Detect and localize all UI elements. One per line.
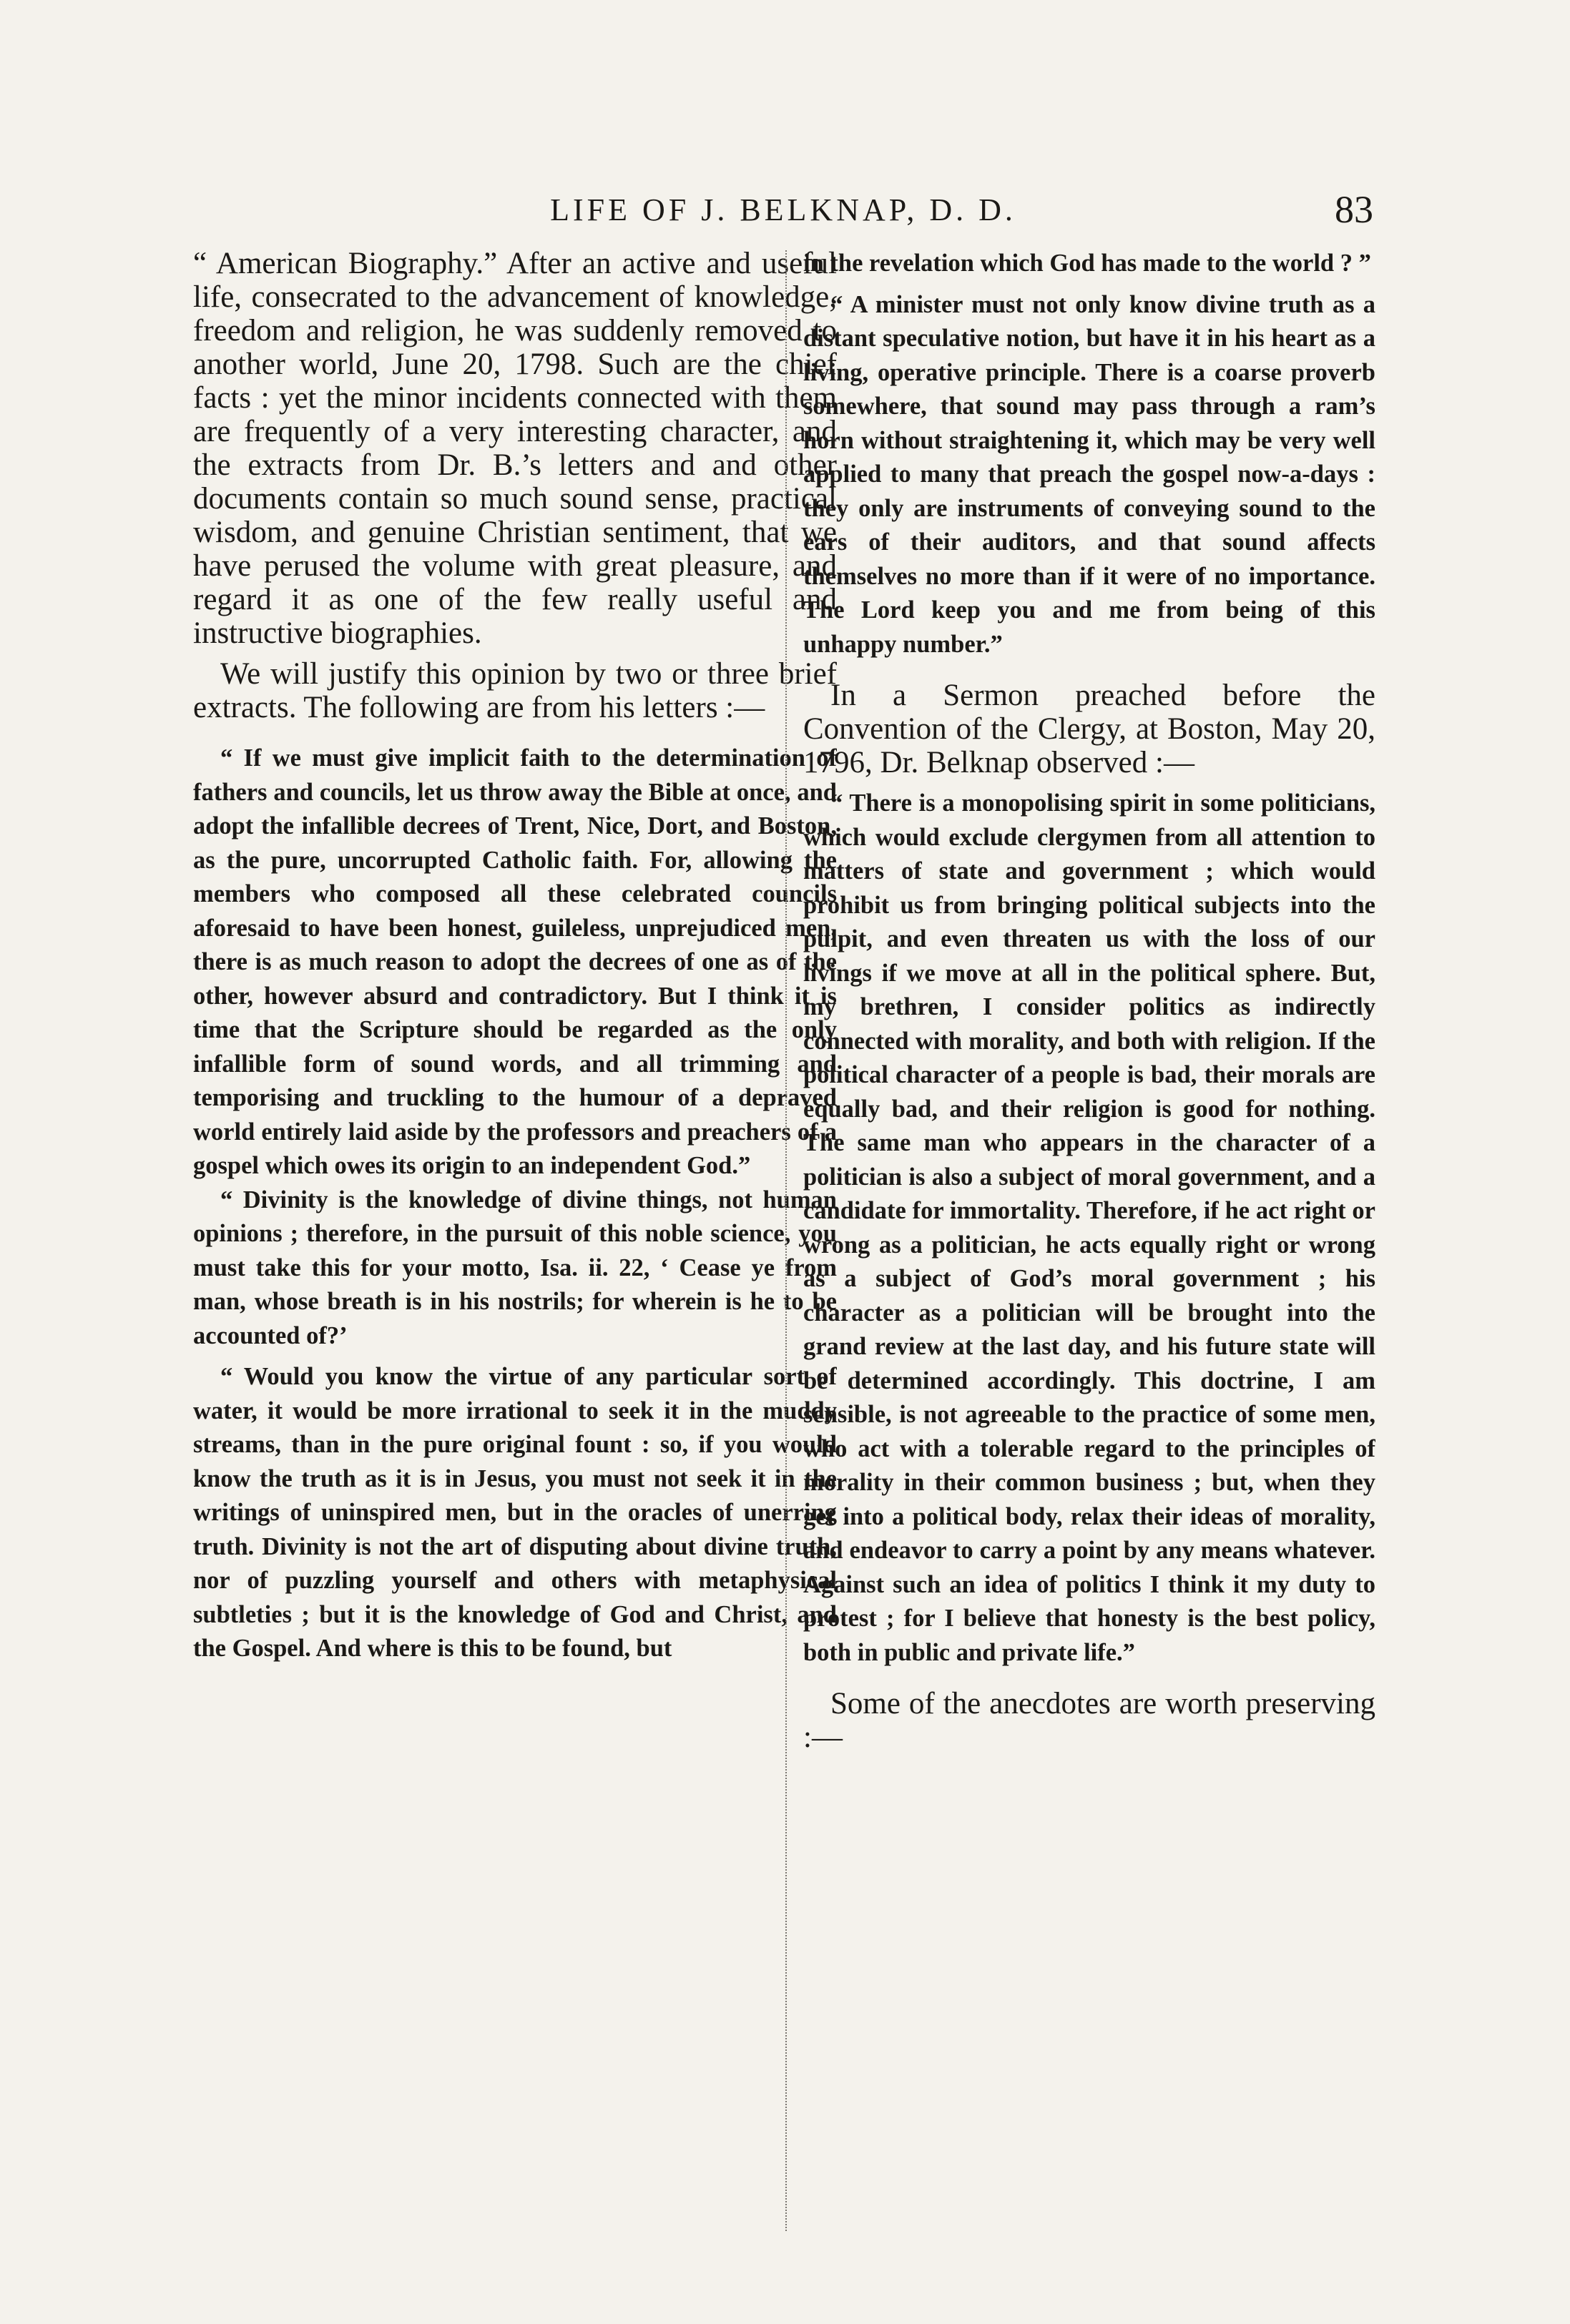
quoted-letter: “ A minister must not only know divine truth as a distant speculative notion, but have it in his heart as a living, operative principle. There is a coarse proverb somewhere, that sound may pass through a ram’s horn without straightening it, which may be very well applied to many that preach the gospel now-a-days : they only are instruments of conveying sound to the ears of their auditors, and that sound affects themselves no more than if it were of no importance. The Lord keep you and me from being of this unhappy number.” <box>803 290 1375 658</box>
quoted-letter: “ If we must give implicit faith to the determination of fathers and councils, let us throw away the Bible at once, and adopt the infallible decrees of Trent, Nice, Dort, and Boston, as the pure, uncorrupted Catholic faith. For, allowing the members who composed all these celebrated councils aforesaid to have been honest, guileless, unprejudiced men, there is as much reason to adopt the decrees of one as of the other, however absurd and contradictory. But I think it is time that the Scripture should be regarded as the only infallible form of sound words, and all trimming and temporising and truckling to the humour of a depraved world entirely laid aside by the professors and preachers of a gospel which owes its origin to an independent God.” <box>193 744 837 1179</box>
body-paragraph: “ American Biography.” After an active and useful life, consecrated to the advancement of knowledge, freedom and religion, he was suddenly removed to another world, June 20, 1798. Such are the chief facts : yet the minor incidents connected with them are frequently of a very interesting character, and the extracts from Dr. B.’s letters and and other documents contain so much sound sense, practical wisdom, and genuine Christian sentiment, that we have perused the volume with great pleasure, and regard it as one of the few really useful and instructive biographies. <box>193 247 837 650</box>
quoted-sermon: “ There is a monopolising spirit in some politicians, which would exclude clergymen from all attention to matters of state and government ; which would prohibit us from bringing political subjects into the pulpit, and even threaten us with the loss of our livings if we move at all in the political sphere. But, my brethren, I consider politics as indirectly connected with morality, and both with religion. If the political character of a people is bad, their morals are equally bad, and their religion is good for nothing. The same man who appears in the character of a politician is also a subject of moral government, and a candidate for immortality. Therefore, if he act right or wrong as a politician, he acts equally right or wrong as a subject of God’s moral government ; his character as a politician will be brought into the grand review at the last day, and his future state will be determined accordingly. This doctrine, I am sensible, is not agreeable to the practice of some men, who act with a tolerable regard to the principles of morality in their common business ; but, when they get into a political body, relax their ideas of morality, and endeavor to carry a point by any means whatever. Against such an idea of politics I think it my duty to protest ; for I believe that honesty is the best policy, both in public and private life.” <box>803 789 1375 1666</box>
quoted-letter: “ Would you know the virtue of any particular sort of water, it would be more irrational to seek it in the muddy streams, than in the pure original fount : so, if you would know the truth as it is in Jesus, you must not seek it in the writings of uninspired men, but in the oracles of unerring truth. Divinity is not the art of disputing about divine truth, nor of puzzling yourself and others with metaphysical subtleties ; but it is the knowledge of God and Christ, and the Gospel. And where is this to be found, but <box>193 1363 837 1662</box>
page-header <box>193 188 1373 249</box>
right-column <box>803 247 1375 2242</box>
quoted-letter-continued: in the revelation which God has made to the world ? ” <box>803 250 1371 277</box>
body-paragraph: Some of the anecdotes are worth preserving :— <box>803 1687 1375 1754</box>
page-number: 83 <box>1335 188 1373 231</box>
body-paragraph: We will justify this opinion by two or three brief extracts. The following are from his letters :— <box>193 657 837 724</box>
left-column <box>193 247 837 2242</box>
body-paragraph: In a Sermon preached before the Convention of the Clergy, at Boston, May 20, 1796, Dr. Belknap observed :— <box>803 679 1375 779</box>
column-divider <box>785 250 787 2231</box>
quoted-letter: “ Divinity is the knowledge of divine things, not human opinions ; therefore, in the pursuit of this noble science, you must take this for your motto, Isa. ii. 22, ‘ Cease ye from man, whose breath is in his nostrils; for wherein is he to be accounted of?’ <box>193 1186 837 1349</box>
running-title: LIFE OF J. BELKNAP, D. D. <box>550 192 1016 227</box>
